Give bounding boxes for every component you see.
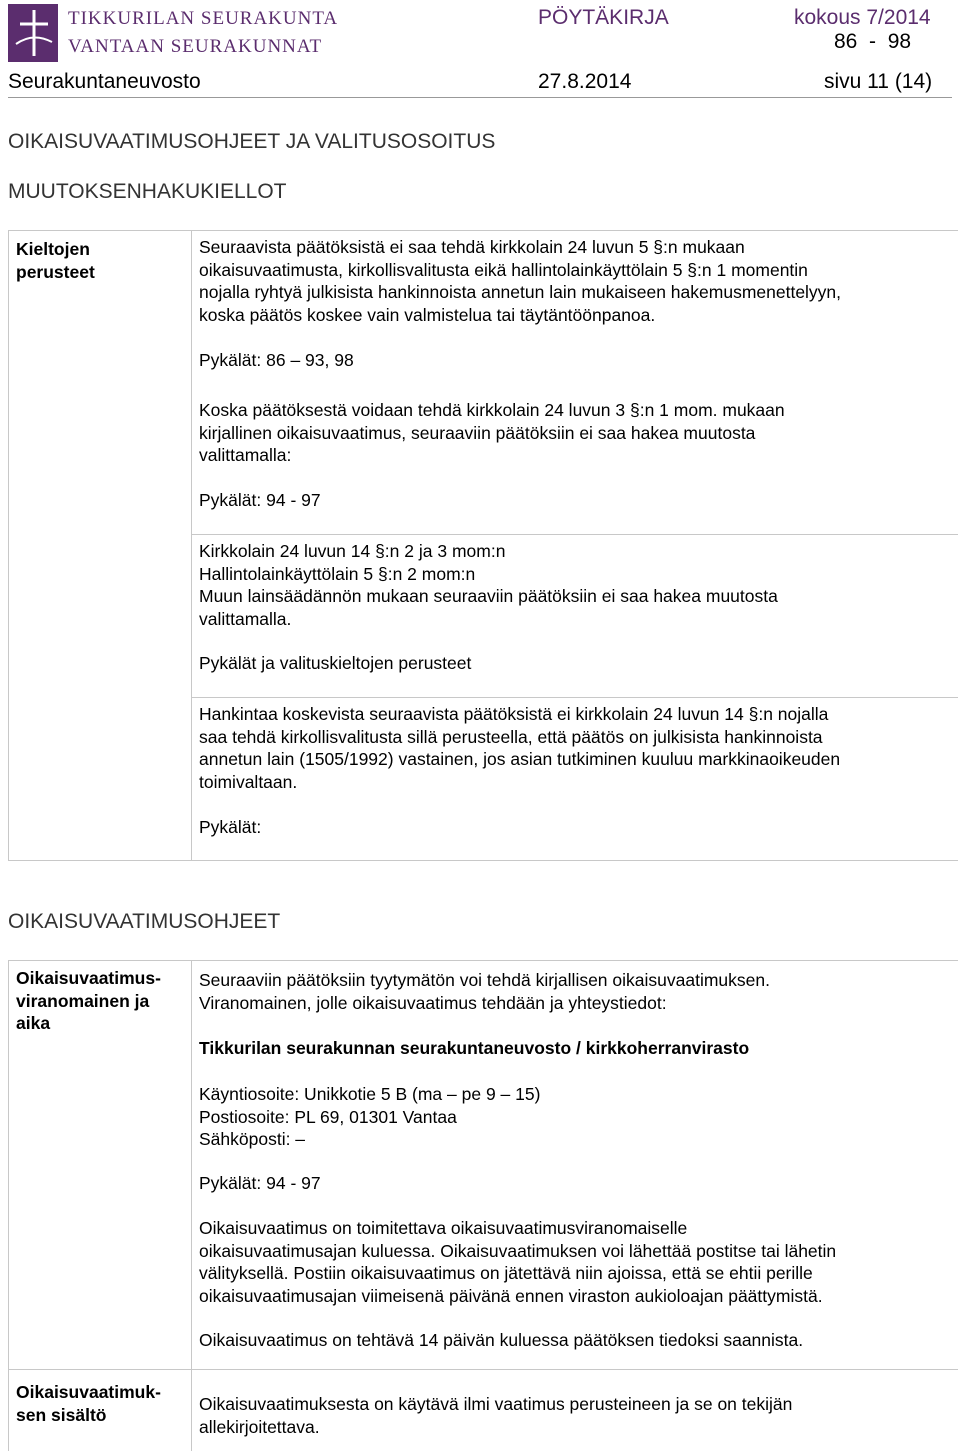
ban-label: Kieltojen perusteet (16, 239, 95, 282)
meeting-number: kokous 7/2014 (794, 6, 931, 29)
table-border (191, 960, 192, 1451)
table-border (8, 230, 958, 231)
authority-name: Tikkurilan seurakunnan seurakuntaneuvosto / kirkkoherranvirasto (199, 1038, 750, 1058)
authority-label: Oikaisuvaatimus- viranomainen ja aika (16, 968, 161, 1034)
church-logo (8, 4, 339, 62)
cross-logo-icon (8, 4, 58, 62)
table-border (191, 697, 958, 698)
body-name: Seurakuntaneuvosto (8, 70, 201, 93)
table-border (8, 860, 958, 861)
ban-paragraph-3: Kirkkolain 24 luvun 14 §:n 2 ja 3 mom:n Hallintolainkäyttölain 5 §:n 2 mom:n Muun lainsäädännön mukaan seuraaviin päätöksiin ei saa hakea muutosta valittamalla. (199, 541, 778, 629)
deadline-text: Oikaisuvaatimus on tehtävä 14 päivän kuluessa päätöksen tiedoksi saannista. (199, 1330, 804, 1350)
page-number: sivu 11 (14) (824, 70, 933, 93)
meeting-date: 27.8.2014 (538, 70, 632, 93)
ban-paragraph-2: Koska päätöksestä voidaan tehdä kirkkolain 24 luvun 3 §:n 1 mom. mukaan kirjallinen oikaisuvaatimus, seuraaviin päätöksiin ei saa hakea muutosta valittamalla: (199, 400, 785, 466)
ban-sections-4: Pykälät: (199, 817, 262, 837)
main-title: OIKAISUVAATIMUSOHJEET JA VALITUSOSOITUS (8, 130, 496, 153)
content-label: Oikaisuvaatimuk- sen sisältö (16, 1382, 161, 1425)
doc-type: PÖYTÄKIRJA (538, 6, 669, 29)
table-border (8, 230, 9, 861)
header-rule (8, 97, 952, 98)
table-border (8, 960, 958, 961)
table-border (191, 230, 192, 861)
delivery-instructions: Oikaisuvaatimus on toimitettava oikaisuvaatimusviranomaiselle oikaisuvaatimusajan kuluessa. Oikaisuvaatimuksen voi lähettää postitse tai lähetin välityksellä. Postiin oikaisuvaatimus on jätettävä niin ajoissa, että se ehtii perille oikaisuvaatimusajan viimeisenä päivänä ennen viraston aukioloajan päättymistä. (199, 1218, 837, 1306)
table-border (191, 534, 958, 535)
ban-sections-3: Pykälät ja valituskieltojen perusteet (199, 653, 472, 673)
content-text: Oikaisuvaatimuksesta on käytävä ilmi vaatimus perusteineen ja se on tekijän allekirjoitettava. (199, 1394, 793, 1437)
contact-info: Käyntiosoite: Unikkotie 5 B (ma – pe 9 – 15) Postiosoite: PL 69, 01301 Vantaa Sähköposti: – (199, 1084, 541, 1150)
table-border (8, 960, 9, 1451)
ban-title: MUUTOKSENHAKUKIELLOT (8, 180, 287, 203)
ban-paragraph-1: Seuraavista päätöksistä ei saa tehdä kirkkolain 24 luvun 5 §:n mukaan oikaisuvaatimusta, kirkollisvalitusta eikä hallintolainkäyttölain 5 §:n 1 momentin nojalla ryhtyä julkisista hankinnoista annetun lain mukaiseen hakemusmenettelyyn, koska päätös koskee vain valmistelua tai täytäntöönpanoa. (199, 237, 842, 325)
ban-sections-1: Pykälät: 86 – 93, 98 (199, 350, 354, 370)
oik-sections: Pykälät: 94 - 97 (199, 1173, 321, 1193)
oik-title: OIKAISUVAATIMUSOHJEET (8, 910, 281, 933)
org-name-line2: VANTAAN SEURAKUNNAT (68, 36, 323, 57)
oik-intro: Seuraaviin päätöksiin tyytymätön voi tehdä kirjallisen oikaisuvaatimuksen. Viranomainen, jolle oikaisuvaatimus tehdään ja yhteystiedot: (199, 970, 770, 1013)
org-name-line1: TIKKURILAN SEURAKUNTA (68, 8, 339, 29)
ban-sections-2: Pykälät: 94 - 97 (199, 490, 321, 510)
ban-paragraph-4: Hankintaa koskevista seuraavista päätöksistä ei kirkkolain 24 luvun 14 §:n nojalla saa tehdä kirkollisvalitusta sillä perusteella, että päätös on julkisista hankinnoista annetun lain (1505/1992) vastainen, jos asian tutkiminen kuuluu markkinaoikeuden toimivaltaan. (199, 704, 841, 792)
table-border (8, 1369, 958, 1370)
section-range: 86 - 98 (834, 30, 912, 53)
